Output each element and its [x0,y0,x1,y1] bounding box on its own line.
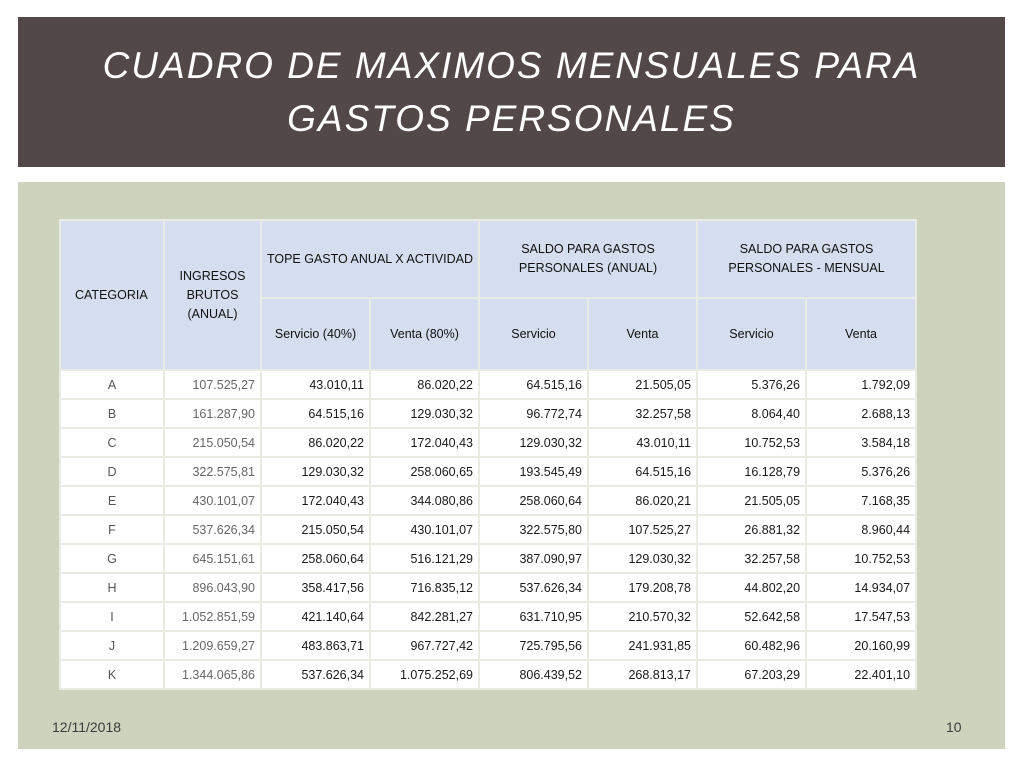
table-row [60,486,916,515]
cell-tope-servicio: 258.060,64 [261,544,370,573]
cell-saldo-anual-servicio: 64.515,16 [479,370,588,399]
cell-ingresos-brutos: 430.101,07 [164,486,261,515]
table-row [60,602,916,631]
cell-saldo-anual-venta: 179.208,78 [588,573,697,602]
cell-saldo-anual-venta: 107.525,27 [588,515,697,544]
cell-ingresos-brutos: 537.626,34 [164,515,261,544]
cell-saldo-mensual-servicio: 32.257,58 [697,544,806,573]
cell-tope-venta: 258.060,65 [370,457,479,486]
table-row [60,631,916,660]
table-body [60,370,916,689]
cell-saldo-anual-servicio: 537.626,34 [479,573,588,602]
cell-saldo-anual-venta: 86.020,21 [588,486,697,515]
table-row [60,399,916,428]
cell-saldo-mensual-venta: 3.584,18 [806,428,916,457]
cell-tope-venta: 1.075.252,69 [370,660,479,689]
table-row [60,515,916,544]
cell-saldo-anual-servicio: 322.575,80 [479,515,588,544]
cell-saldo-mensual-venta: 2.688,13 [806,399,916,428]
subheader-servicio-40: Servicio (40%) [261,298,370,370]
cell-saldo-mensual-venta: 17.547,53 [806,602,916,631]
cell-saldo-mensual-venta: 7.168,35 [806,486,916,515]
cell-categoria: F [60,515,164,544]
subheader-saldo-anual-venta: Venta [588,298,697,370]
cell-categoria: K [60,660,164,689]
cell-tope-servicio: 483.863,71 [261,631,370,660]
cell-saldo-mensual-venta: 8.960,44 [806,515,916,544]
cell-categoria: G [60,544,164,573]
cell-tope-servicio: 421.140,64 [261,602,370,631]
cell-categoria: B [60,399,164,428]
cell-saldo-mensual-servicio: 21.505,05 [697,486,806,515]
cell-saldo-mensual-venta: 14.934,07 [806,573,916,602]
cell-categoria: D [60,457,164,486]
cell-saldo-anual-servicio: 96.772,74 [479,399,588,428]
cell-saldo-anual-venta: 241.931,85 [588,631,697,660]
cell-ingresos-brutos: 1.209.659,27 [164,631,261,660]
cell-tope-servicio: 358.417,56 [261,573,370,602]
cell-saldo-mensual-servicio: 16.128,79 [697,457,806,486]
cell-saldo-anual-servicio: 387.090,97 [479,544,588,573]
cell-saldo-mensual-venta: 5.376,26 [806,457,916,486]
table-row [60,660,916,689]
table-row [60,457,916,486]
cell-tope-servicio: 86.020,22 [261,428,370,457]
cell-tope-venta: 129.030,32 [370,399,479,428]
subheader-saldo-mensual-venta: Venta [806,298,916,370]
cell-saldo-mensual-servicio: 10.752,53 [697,428,806,457]
cell-tope-servicio: 129.030,32 [261,457,370,486]
header-categoria: CATEGORIA [60,220,164,370]
table-row [60,428,916,457]
cell-tope-venta: 516.121,29 [370,544,479,573]
header-saldo-mensual: SALDO PARA GASTOS PERSONALES - MENSUAL [697,220,916,298]
cell-saldo-mensual-servicio: 26.881,32 [697,515,806,544]
cell-saldo-mensual-servicio: 5.376,26 [697,370,806,399]
table-row [60,544,916,573]
cell-ingresos-brutos: 161.287,90 [164,399,261,428]
subheader-venta-80: Venta (80%) [370,298,479,370]
cell-saldo-mensual-venta: 1.792,09 [806,370,916,399]
cell-categoria: C [60,428,164,457]
title-bar [18,17,1005,167]
cell-tope-servicio: 215.050,54 [261,515,370,544]
cell-tope-venta: 344.080,86 [370,486,479,515]
cell-categoria: E [60,486,164,515]
cell-saldo-anual-servicio: 725.795,56 [479,631,588,660]
cell-saldo-anual-servicio: 193.545,49 [479,457,588,486]
cell-saldo-mensual-servicio: 8.064,40 [697,399,806,428]
cell-ingresos-brutos: 1.052.851,59 [164,602,261,631]
cell-categoria: H [60,573,164,602]
slide-page-number: 10 [946,719,962,735]
cell-tope-servicio: 537.626,34 [261,660,370,689]
cell-saldo-anual-venta: 129.030,32 [588,544,697,573]
cell-tope-servicio: 64.515,16 [261,399,370,428]
cell-ingresos-brutos: 215.050,54 [164,428,261,457]
cell-categoria: I [60,602,164,631]
cell-categoria: J [60,631,164,660]
cell-saldo-mensual-venta: 10.752,53 [806,544,916,573]
cell-saldo-mensual-servicio: 44.802,20 [697,573,806,602]
subheader-saldo-mensual-servicio: Servicio [697,298,806,370]
header-saldo-anual: SALDO PARA GASTOS PERSONALES (ANUAL) [479,220,697,298]
cell-tope-venta: 172.040,43 [370,428,479,457]
header-ingresos-brutos: INGRESOS BRUTOS (ANUAL) [164,220,261,370]
table-row [60,573,916,602]
cell-tope-servicio: 43.010,11 [261,370,370,399]
cell-saldo-anual-servicio: 631.710,95 [479,602,588,631]
slide-date: 12/11/2018 [52,719,122,735]
cell-tope-venta: 967.727,42 [370,631,479,660]
cell-ingresos-brutos: 1.344.065,86 [164,660,261,689]
slide-title: CUADRO DE MAXIMOS MENSUALES PARA GASTOS PERSONALES [102,45,921,139]
cell-saldo-anual-venta: 21.505,05 [588,370,697,399]
cell-tope-venta: 842.281,27 [370,602,479,631]
cell-tope-venta: 716.835,12 [370,573,479,602]
cell-saldo-anual-venta: 43.010,11 [588,428,697,457]
cell-saldo-anual-servicio: 806.439,52 [479,660,588,689]
cell-saldo-mensual-venta: 20.160,99 [806,631,916,660]
cell-saldo-mensual-servicio: 60.482,96 [697,631,806,660]
subheader-saldo-anual-servicio: Servicio [479,298,588,370]
cell-ingresos-brutos: 107.525,27 [164,370,261,399]
header-tope-gasto: TOPE GASTO ANUAL X ACTIVIDAD [261,220,479,298]
cell-tope-venta: 430.101,07 [370,515,479,544]
cell-ingresos-brutos: 322.575,81 [164,457,261,486]
table-row [60,370,916,399]
cell-categoria: A [60,370,164,399]
maximos-table [59,219,917,690]
cell-ingresos-brutos: 645.151,61 [164,544,261,573]
cell-saldo-anual-servicio: 129.030,32 [479,428,588,457]
cell-saldo-mensual-servicio: 52.642,58 [697,602,806,631]
cell-tope-servicio: 172.040,43 [261,486,370,515]
cell-saldo-anual-venta: 268.813,17 [588,660,697,689]
cell-saldo-anual-venta: 32.257,58 [588,399,697,428]
cell-saldo-anual-venta: 210.570,32 [588,602,697,631]
cell-saldo-mensual-venta: 22.401,10 [806,660,916,689]
cell-saldo-anual-venta: 64.515,16 [588,457,697,486]
table-container [59,219,915,690]
cell-ingresos-brutos: 896.043,90 [164,573,261,602]
cell-saldo-mensual-servicio: 67.203,29 [697,660,806,689]
cell-saldo-anual-servicio: 258.060,64 [479,486,588,515]
cell-tope-venta: 86.020,22 [370,370,479,399]
